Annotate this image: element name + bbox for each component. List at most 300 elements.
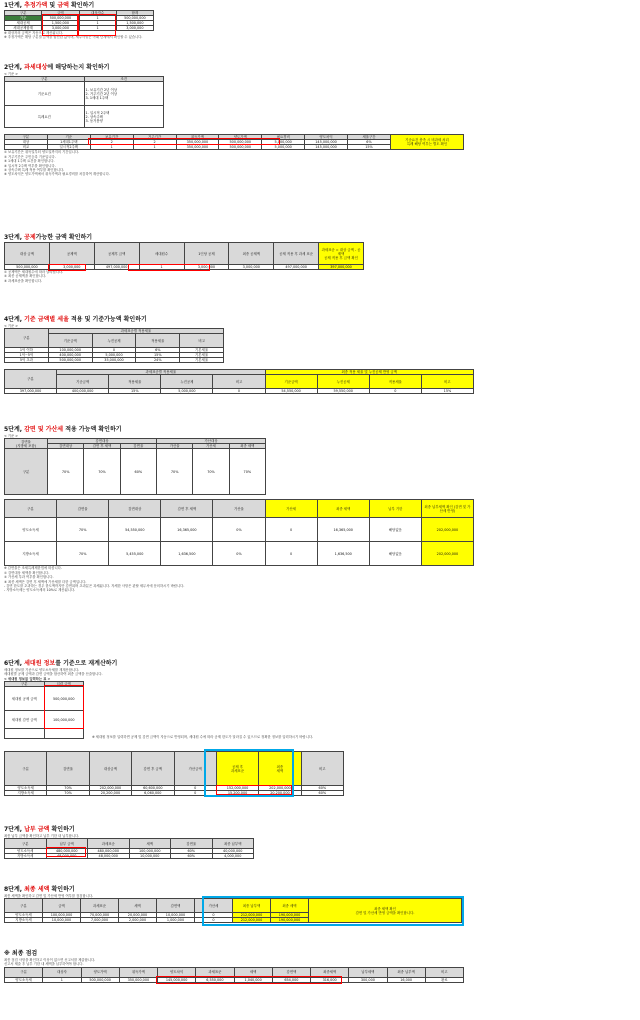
s4-head: 적용세율: [109, 375, 161, 389]
s5-head: 구분: [5, 500, 57, 518]
s4-head: 구분: [5, 370, 57, 389]
s6-cell: [5, 729, 45, 739]
s8-cell: 212,000,000: [233, 913, 271, 918]
s4-cell: 기본세율: [180, 358, 224, 363]
s9-cell: 6,550,000: [196, 977, 234, 982]
s6-head: 감면율: [47, 752, 89, 786]
s5-cell: 1,636,500: [317, 542, 369, 566]
s4-cell: 1억 이하: [5, 348, 49, 353]
s2-crit-head: 조건: [84, 77, 164, 82]
highlight-box: [128, 264, 210, 271]
s5-note: - 감면 한도를 초과하는 경우 한도액까지만 감면되며 초과분은 과세됩니다. 자세한 사항은 관할 세무서에 문의하시기 바랍니다.: [4, 584, 185, 589]
s3-cell: 3,000,000: [229, 265, 274, 270]
s6-head: 감면 후 금액: [132, 752, 174, 786]
s3-yellow-head: 과세표준 = 대상 금액 - 공제액 공제 적용 후 금액 확인: [319, 243, 364, 265]
s2-criteria-table: [4, 76, 164, 128]
s9-cell: 500,000,000: [81, 977, 119, 982]
s2-head: 양도차익: [305, 135, 348, 140]
s1-cell[interactable]: 1: [79, 16, 116, 21]
s3-cell: 397,000,000: [319, 265, 364, 270]
s5-cell: 202,000,000: [421, 542, 473, 566]
s5-head: 감면 후 세액: [84, 444, 120, 449]
s7-head: 감면율: [171, 839, 213, 849]
s6-cell: 6,060,000: [132, 791, 174, 796]
s2-note: ④ 일시적 2주택 여부를 확인합니다.: [4, 163, 56, 168]
s2-cell[interactable]: 500,000,000: [219, 145, 262, 150]
s9-cell: 654,000: [272, 977, 310, 982]
s4-sub: < 기준 >: [4, 324, 18, 328]
s2-cell: 145,000,000: [305, 145, 348, 150]
s2-head: 취득가액: [176, 135, 219, 140]
section-7: [4, 826, 634, 859]
s4-head: 비고: [421, 375, 473, 389]
s4-cell: 400,000,000: [48, 353, 92, 358]
highlight-box: [156, 976, 342, 984]
s5-head: 최종 세액: [317, 500, 369, 518]
s3-head: 공제 적용 후 과세 표준: [274, 243, 319, 265]
s1-cell[interactable]: 500,000,000: [42, 16, 79, 21]
s2-crit-cell: 1. 보유기간 2년 이상 2. 거주기간 2년 이상 3. 1세대 1주택: [84, 82, 164, 106]
section-2: [4, 64, 634, 177]
s4-cell: 400,000,000: [57, 389, 109, 394]
s5-rate-table: [4, 438, 266, 495]
s7-cell[interactable]: 480,000,000: [46, 849, 88, 854]
s6-input[interactable]: 100,000,000: [44, 711, 84, 729]
s3-note: ③ 과세표준을 확인합니다.: [4, 278, 42, 283]
s1-cell[interactable]: 1: [79, 21, 116, 26]
s1-cell: 1,500,000: [116, 21, 153, 26]
s9-cell: 완료: [425, 977, 463, 982]
s7-head: 세액: [129, 839, 171, 849]
s4-cell: 기본세율: [180, 348, 224, 353]
section-1-title: 1단계, 추정가액 및 금액 확인하기: [4, 2, 95, 9]
s3-head: 최종 공제액: [229, 243, 274, 265]
s5-note: - 지방소득세는 양도소득세의 10%로 계산됩니다.: [4, 588, 76, 593]
s5-head: 납부 기한: [369, 500, 421, 518]
s2-head: 보유기간: [90, 135, 133, 140]
s5-head: 가산세: [193, 444, 229, 449]
s4-cell: 59,550,000: [317, 389, 369, 394]
section-4: [4, 316, 634, 394]
s6-input[interactable]: 500,000,000: [44, 687, 84, 711]
highlight-box: [88, 138, 280, 145]
s4-yellow-head: 최종 적용 세율 및 누진공제 반영 금액: [265, 370, 473, 375]
s4-cell: 15%: [421, 389, 473, 394]
s4-head: 비고: [213, 375, 265, 389]
section-6: [4, 660, 634, 796]
s2-cell[interactable]: 5,000,000: [262, 145, 305, 150]
s9-cell: 1: [43, 977, 81, 982]
s7-cell: 10,000,000: [129, 854, 171, 859]
s8-yellow-head: 최종 세액 확인 감면 및 가산세 반영 금액을 확인합니다.: [309, 899, 462, 923]
s7-cell: 60%: [171, 854, 213, 859]
s2-note: ⑤ 상속주택 특례 적용 여부를 확인합니다.: [4, 168, 65, 173]
s5-cell: 양도소득세: [5, 518, 57, 542]
s4-cell: 35,000,000: [92, 358, 136, 363]
s2-cell[interactable]: 2: [133, 140, 176, 145]
s5-rates-label: 감면율 (지방세 포함): [5, 439, 48, 449]
s4-cell: 0: [92, 348, 136, 353]
s7-head: 과세표준: [88, 839, 130, 849]
s1-cell: 3,000,000: [116, 26, 153, 31]
s5-cell: 54,550,000: [109, 518, 161, 542]
highlight-box: [46, 847, 86, 857]
s2-sub: < 기준 >: [4, 72, 18, 76]
s8-head: 최종 납부액: [233, 899, 271, 913]
s2-note: ② 거주기간은 주민등록 기준입니다.: [4, 154, 56, 159]
s5-cell: 0: [265, 542, 317, 566]
s6-line: 세대원 정보를 기준으로 양도소득세를 재계산합니다.: [4, 668, 80, 672]
s5-head: 감면율: [120, 444, 156, 449]
s6-line: 세대원별 공제 금액과 감면 금액을 합산하여 최종 금액을 산출합니다.: [4, 672, 103, 677]
s9-head: 최종세액: [311, 967, 349, 977]
s2-note: ⑥ 양도차익은 양도가액에서 취득가액과 필요경비를 차감하여 계산합니다.: [4, 172, 110, 177]
s2-cell[interactable]: 1: [90, 145, 133, 150]
section-4-title: 4단계, 기준 금액별 세율 적용 및 기준가능액 확인하기: [4, 316, 147, 323]
highlight-box: [216, 785, 292, 795]
s4-head: 적용세율: [136, 334, 180, 348]
s8-head: 금액: [43, 899, 81, 913]
s5-note: ③ 최종 세액은 감면 후 세액에 가산세를 더한 금액입니다.: [4, 579, 87, 584]
s6-cell: 0: [174, 791, 216, 796]
s8-cell: 10,000,000: [43, 918, 81, 923]
s6-cell: 60%: [301, 786, 343, 791]
s7-cell: 48,000,000: [88, 854, 130, 859]
s1-cell[interactable]: 1: [79, 26, 116, 31]
s9-head: 양도차익: [158, 967, 196, 977]
s9-cell: 350,000,000: [119, 977, 157, 982]
s9-head: 대상자: [43, 967, 81, 977]
s3-note: ① 공제액은 세대원수에 따라 달라집니다.: [4, 270, 64, 274]
s2-cell: 145,000,000: [305, 140, 348, 145]
s3-cell: 497,000,000: [94, 265, 139, 270]
s5-cell: 70%: [57, 542, 109, 566]
s2-head: 세율구간: [348, 135, 391, 140]
s5-cell: 5,455,000: [109, 542, 161, 566]
s1-head: 대상자수: [79, 11, 116, 16]
s6-cell: 60,600,000: [132, 786, 174, 791]
s2-yellow-note: 기준요건 충족 시 비과세 처리 특례 해당 여부는 별도 확인: [391, 135, 464, 150]
s5-yellow-head: 최종 납부세액 확인 (감면 및 가산세 반영): [421, 500, 473, 518]
s4-head: 구분: [5, 329, 49, 348]
s2-cell[interactable]: 5,000,000: [262, 140, 305, 145]
s4-head: 기준금액: [265, 375, 317, 389]
s7-cell: 60%: [171, 849, 213, 854]
s3-head: 공제액: [49, 243, 94, 265]
s8-cell: 190,000,000: [271, 913, 309, 918]
s9-line: 신고서 제출 후 납부 기한 내 세액을 납부하여야 합니다.: [4, 962, 84, 967]
highlight-box: [78, 14, 116, 36]
s6-cell: 세대원 공제 금액: [5, 687, 45, 711]
s5-cell: 0: [265, 518, 317, 542]
s5-head: 가산세: [265, 500, 317, 518]
s6-head: 가산금액: [174, 752, 216, 786]
s1-head: 금액: [42, 11, 79, 16]
s9-line: 최종 점검 사항을 확인하고 이상이 없으면 신고서를 제출합니다.: [4, 958, 96, 962]
s5-cell: 0%: [213, 542, 265, 566]
s6-cell: 0: [174, 786, 216, 791]
s5-main-table: [4, 499, 474, 566]
s5-cell: 0%: [213, 518, 265, 542]
s4-cell: 6%: [136, 348, 180, 353]
s3-cell[interactable]: 1: [139, 265, 184, 270]
s4-cell: 0: [213, 389, 265, 394]
s6-cell: 202,000,000: [89, 786, 131, 791]
s9-head: 과세표준: [196, 967, 234, 977]
s7-cell[interactable]: 48,000,000: [46, 854, 88, 859]
s6-cell: 양도소득세: [5, 786, 47, 791]
s5-head: 가산율: [156, 444, 192, 449]
s4-cell: 397,000,000: [5, 389, 57, 394]
s4-cell: 500,000,000: [48, 358, 92, 363]
highlight-box: [44, 685, 84, 729]
s9-head: 세액: [234, 967, 272, 977]
s5-head: 감면대상: [48, 444, 84, 449]
s4-head: 기준금액: [57, 375, 109, 389]
s6-cell: 20,200,000: [89, 791, 131, 796]
s2-crit-cell: 특례요건: [5, 106, 85, 128]
s5-rate: 70%: [229, 449, 265, 495]
s4-head: 적용세율: [369, 375, 421, 389]
s3-cell[interactable]: 3,000,000: [49, 265, 94, 270]
section-3-title: 3단계, 공제가능한 금액 확인하기: [4, 234, 93, 241]
highlight-box: [202, 896, 464, 926]
s2-note: ① 보유기간은 취득일부터 양도일까지의 기간입니다.: [4, 150, 80, 155]
s9-cell: 300,000: [349, 977, 387, 982]
s8-head: 최종 세액: [271, 899, 309, 913]
s4-group-head: 과세표준별 적용세율: [48, 329, 223, 334]
s3-head: 세대원수: [139, 243, 184, 265]
s5-cell: 구분: [5, 449, 48, 495]
s5-cell: 16,365,000: [317, 518, 369, 542]
s7-cell: 100,000,000: [129, 849, 171, 854]
s2-note: ③ 1세대 1주택 요건을 확인합니다.: [4, 159, 55, 164]
s8-head: 과세표준: [81, 899, 119, 913]
s2-crit-cell: 기준요건: [5, 82, 85, 106]
s5-head: 가산율: [213, 500, 265, 518]
s9-head: 감면액: [272, 967, 310, 977]
s2-head: 필요경비: [262, 135, 305, 140]
s8-head: 감면액: [157, 899, 195, 913]
s8-cell: 70,000,000: [81, 913, 119, 918]
section-2-title: 2단계, 과세대상에 해당하는지 확인하기: [4, 64, 110, 71]
s2-cell: 대상: [5, 140, 48, 145]
s4-cell: 5억 초과: [5, 358, 49, 363]
s1-cell: 세대공제합계: [5, 26, 42, 31]
section-5-title: 5단계, 감면 및 가산세 적용 가능액 확인하기: [4, 426, 122, 433]
highlight-box: [42, 14, 78, 36]
s8-cell: 2,000,000: [119, 918, 157, 923]
s4-head: 기준금액: [48, 334, 92, 348]
s6-cell: 60%: [301, 791, 343, 796]
s7-table: [4, 838, 254, 859]
section-1: [4, 2, 634, 40]
s1-cell: 기준: [5, 16, 42, 21]
s9-cell: 316,000: [311, 977, 349, 982]
s2-cell: 비교: [5, 145, 48, 150]
s7-head: 최종 납부액: [212, 839, 254, 849]
s3-head: 대상 금액: [5, 243, 50, 265]
s2-cell: 일시적2주택: [47, 145, 90, 150]
s8-cell: 지방소득세: [5, 918, 43, 923]
s5-cell: 202,000,000: [421, 518, 473, 542]
s6-cell: 세대원 감면 금액: [5, 711, 45, 729]
s3-cell[interactable]: 3,000,000: [184, 265, 229, 270]
s5-cell: 해당없음: [369, 542, 421, 566]
s6-cell: 70%: [47, 786, 89, 791]
section-6-title: 6단계, 세대원 정보를 기준으로 재계산하기: [4, 660, 118, 667]
s6-head: 구분: [5, 682, 45, 687]
s9-cell: 양도소득세: [5, 977, 43, 982]
s9-head: 비고: [425, 967, 463, 977]
s2-head: 구분: [5, 135, 48, 140]
s5-rate: 60%: [120, 449, 156, 495]
s2-cell[interactable]: 2: [90, 140, 133, 145]
s4-cell: 15%: [109, 389, 161, 394]
s1-cell[interactable]: 1,500,000: [42, 21, 79, 26]
s6-cell: 70%: [47, 791, 89, 796]
s5-head: 감면대상: [109, 500, 161, 518]
s3-note: ② 최종 공제액을 확인합니다.: [4, 274, 47, 279]
s5-rate: 70%: [84, 449, 120, 495]
s9-cell: 1,040,000: [234, 977, 272, 982]
s6-sub: < 세대원 정보를 입력하는 표 >: [4, 676, 51, 681]
s6-cell: 152,000,000: [216, 786, 258, 791]
s4-calc-table: [4, 369, 474, 394]
s2-cell[interactable]: 350,000,000: [176, 145, 219, 150]
section-3: [4, 234, 634, 283]
s8-cell: 7,000,000: [81, 918, 119, 923]
s8-head: 가산세: [195, 899, 233, 913]
s1-head: 구분: [5, 11, 42, 16]
s5-cell: 해당없음: [369, 518, 421, 542]
s1-head: 합계: [116, 11, 153, 16]
s4-head: 누진공제: [161, 375, 213, 389]
s5-cell: 지방소득세: [5, 542, 57, 566]
s9-head: 구분: [5, 967, 43, 977]
s2-cell: 15%: [348, 145, 391, 150]
s3-head: 1인당 공제: [184, 243, 229, 265]
s8-cell: 212,000,000: [233, 918, 271, 923]
s1-cell: 세대공제: [5, 21, 42, 26]
s8-cell: 10,000,000: [157, 913, 195, 918]
s8-cell: 0: [195, 918, 233, 923]
s5-rate: 70%: [48, 449, 84, 495]
s5-group-head: 가산대상: [156, 439, 265, 444]
s5-rate: 70%: [156, 449, 192, 495]
section-9-title: ※ 최종 점검: [4, 950, 38, 957]
s9-head: 납부세액: [349, 967, 387, 977]
s2-cell: 6%: [348, 140, 391, 145]
s5-note: ※ 감면율은 조세특례제한법에 따릅니다.: [4, 566, 62, 571]
section-9: [4, 950, 634, 983]
s4-cell: 54,550,000: [265, 389, 317, 394]
s3-cell: 500,000,000: [5, 265, 50, 270]
s8-cell: 190,000,000: [271, 918, 309, 923]
s5-note: ② 가산세 부과 여부를 확인합니다.: [4, 575, 54, 580]
s5-rate: 70%: [193, 449, 229, 495]
s5-cell: 16,365,000: [161, 518, 213, 542]
section-8: [4, 886, 634, 923]
s2-crit-head: 구분: [5, 77, 85, 82]
s7-cell: 4,000,000: [212, 854, 254, 859]
s2-cell[interactable]: 500,000,000: [219, 140, 262, 145]
s4-cell: 1억~5억: [5, 353, 49, 358]
section-5: [4, 426, 634, 593]
s2-cell: 1세대1주택: [47, 140, 90, 145]
s2-head: 양도가액: [219, 135, 262, 140]
s5-group-head: 감면대상: [48, 439, 157, 444]
s6-cell: 15,200,000: [216, 791, 258, 796]
s9-cell: 16,000: [387, 977, 425, 982]
s6-input[interactable]: [44, 729, 84, 739]
s4-cell: 기본세율: [180, 353, 224, 358]
s3-head: 공제후 금액: [94, 243, 139, 265]
s8-cell: 0: [195, 913, 233, 918]
s4-cell: 24%: [136, 358, 180, 363]
s9-head: 양도가액: [81, 967, 119, 977]
s5-head: 최종 세액: [229, 444, 265, 449]
s2-crit-cell: 1. 일시적 2주택 2. 상속주택 3. 동거봉양: [84, 106, 164, 128]
s6-cell: 지방소득세: [5, 791, 47, 796]
s4-cell: 15%: [136, 353, 180, 358]
s4-cell: 5,000,000: [92, 353, 136, 358]
s1-cell[interactable]: 3,000,000: [42, 26, 79, 31]
s4-group-head: 과세표준별 적용세율: [57, 370, 265, 375]
s4-head: 비고: [180, 334, 224, 348]
s7-head: 구분: [5, 839, 47, 849]
s6-head: 구분: [5, 752, 47, 786]
s8-cell: 100,000,000: [43, 913, 81, 918]
section-8-title: 8단계, 최종 세액 확인하기: [4, 886, 75, 893]
s4-rate-table: [4, 328, 224, 363]
s2-head: 거주기간: [133, 135, 176, 140]
s6-head: 비고: [301, 752, 343, 786]
s5-sub: < 기준 >: [4, 434, 18, 438]
s2-cell[interactable]: 1: [133, 145, 176, 150]
s9-head: 최종 납부액: [387, 967, 425, 977]
s4-cell: 5,000,000: [161, 389, 213, 394]
s7-line: 최종 납부 금액을 확인하고 납부 기한 내 납부합니다.: [4, 834, 80, 838]
s7-cell: 지방소득세: [5, 854, 47, 859]
s8-cell: 양도소득세: [5, 913, 43, 918]
s2-cell[interactable]: 350,000,000: [176, 140, 219, 145]
s4-head: 누진공제: [317, 375, 369, 389]
s6-head: 입력 금액: [44, 682, 84, 687]
s7-cell: 480,000,000: [88, 849, 130, 854]
s5-head: 감면 후 세액: [161, 500, 213, 518]
s6-head: 공제 후 과세표준: [216, 752, 258, 786]
s5-head: 감면율: [57, 500, 109, 518]
s4-cell: 0: [369, 389, 421, 394]
s1-cell: 500,000,000: [116, 16, 153, 21]
s5-cell: 1,636,500: [161, 542, 213, 566]
section-7-title: 7단계, 납부 금액 확인하기: [4, 826, 75, 833]
s7-cell: 양도소득세: [5, 849, 47, 854]
s6-head: 대상금액: [89, 752, 131, 786]
s6-cell: 202,000,000: [259, 786, 301, 791]
s7-head: 납부 금액: [46, 839, 88, 849]
s9-cell: 145,000,000: [158, 977, 196, 982]
s7-cell: 40,000,000: [212, 849, 254, 854]
s9-head: 취득가액: [119, 967, 157, 977]
s1-note: ※ 추정가액은 해당 구분별 금액을 합산한 값이며, 세부사항은 아래 단계에서 확인할 수 있습니다.: [4, 35, 143, 40]
s8-cell: 20,000,000: [119, 913, 157, 918]
highlight-box: [48, 264, 86, 271]
s1-note: ※ 대상자의 금액은 자동으로 계산됩니다.: [4, 31, 63, 35]
s2-head: 기준: [47, 135, 90, 140]
s4-cell: 100,000,000: [48, 348, 92, 353]
